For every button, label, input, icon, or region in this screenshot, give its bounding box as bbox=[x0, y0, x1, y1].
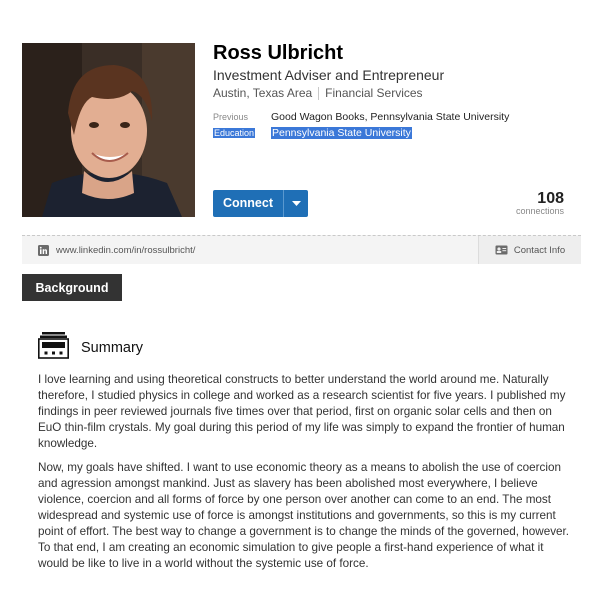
location-link[interactable]: Austin, Texas Area bbox=[213, 86, 313, 100]
connect-button[interactable] bbox=[213, 190, 308, 217]
education-value[interactable]: Pennsylvania State University bbox=[272, 127, 411, 139]
public-profile-bar bbox=[22, 235, 581, 264]
education-label: Education bbox=[214, 128, 255, 138]
chevron-down-icon bbox=[292, 201, 301, 207]
tab-background[interactable]: Background bbox=[22, 274, 122, 301]
previous-value[interactable]: Good Wagon Books, Pennsylvania State University bbox=[271, 111, 510, 123]
contact-card-icon bbox=[495, 245, 508, 255]
contact-info-button[interactable] bbox=[478, 236, 581, 264]
connect-label[interactable]: Connect bbox=[223, 196, 273, 210]
education-row bbox=[213, 127, 412, 139]
connections-label: connections bbox=[515, 206, 564, 216]
summary-paragraph-2: Now, my goals have shifted. I want to use economic theory as a means to abolish the use of coercion and agression amongst mankind. Just as slavery has been abolished most everywhere, I believe violence, coercion and all forms of force by one person over another can come to an end. The most widespread and systemic use of force is amongst institutions and governments, so this is my current point of effort. The best way to change a government is to change the minds of the governed, however. To that end, I am creating an economic simulation to give people a first-hand experience of what it would be like to live in a world without the systemic use of force. bbox=[38, 461, 570, 570]
profile-photo bbox=[22, 43, 195, 217]
profile-url[interactable]: www.linkedin.com/in/rossulbricht/ bbox=[56, 244, 196, 256]
summary-title: Summary bbox=[81, 340, 144, 356]
profile-name: Ross Ulbricht bbox=[213, 42, 344, 64]
profile-photo-image bbox=[22, 43, 195, 217]
connect-dropdown[interactable] bbox=[284, 201, 308, 207]
previous-label: Previous bbox=[213, 112, 249, 122]
profile-headline: Investment Adviser and Entrepreneur bbox=[213, 67, 445, 83]
profile-meta bbox=[213, 86, 423, 100]
linkedin-icon bbox=[38, 245, 49, 256]
meta-divider bbox=[318, 87, 319, 100]
summary-paragraph-1: I love learning and using theoretical constructs to better understand the world around me. Naturally therefore, I studied physics in college and worked as a research scientist for five years. I published my findings in peer reviewed journals five times over that period, first on organic solar cells and then on EuO thin-film crystals. My goal during this period of my life was simply to expand the frontier of human knowledge. bbox=[38, 373, 566, 450]
connections-count: 108 bbox=[537, 190, 564, 207]
summary-icon bbox=[38, 331, 69, 359]
previous-row bbox=[213, 111, 509, 123]
contact-info-label[interactable]: Contact Info bbox=[513, 244, 566, 256]
industry-link[interactable]: Financial Services bbox=[325, 86, 423, 100]
